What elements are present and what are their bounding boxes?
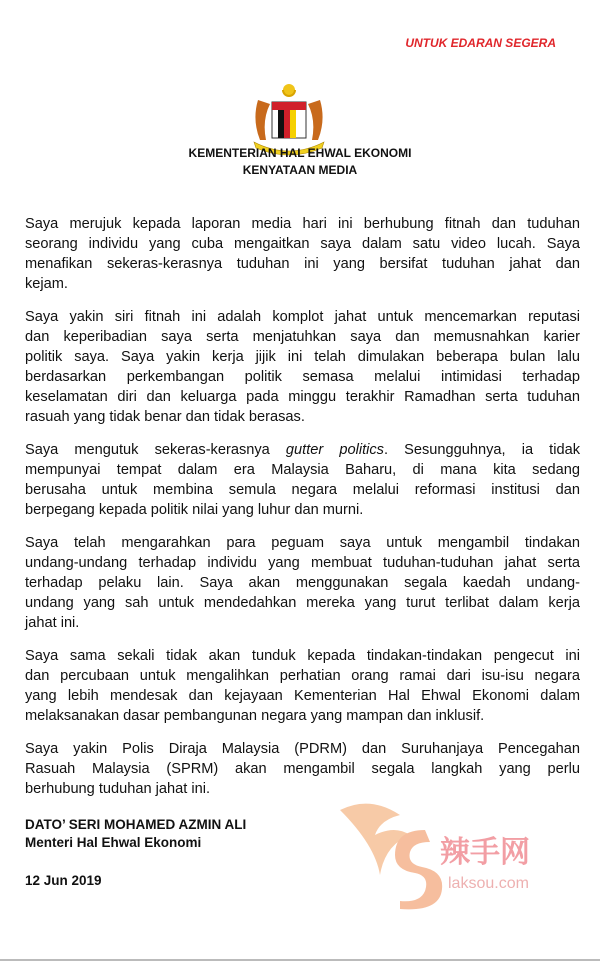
text-line: terhadap pelaku lain. Saya akan menggunakan segala kaedah undang- xyxy=(25,575,580,591)
text-line: mempunyai tempat dalam era Malaysia Baharu, di mana kita sedang xyxy=(25,462,580,478)
text-line: berhubung tuduhan jahat ini. xyxy=(25,781,211,797)
watermark-site: laksou.com xyxy=(448,875,529,892)
signatory-name: DATO’ SERI MOHAMED AZMIN ALI xyxy=(25,817,247,832)
text-line: undang yang sah untuk mendedahkan mereka yang turut terlibat dalam kerja xyxy=(25,595,580,611)
text-line: dan percubaan untuk mengalihkan perhatian orang ramai dari isu-isu negara xyxy=(25,668,580,684)
text-line: politik saya. Saya yakin kerja jijik ini telah dimulakan beberapa bulan lalu xyxy=(25,349,580,365)
text-line: menafikan sekeras-kerasnya tuduhan ini yang bersifat tuduhan jahat dan xyxy=(25,256,580,272)
text-line: keselamatan diri dan keluarga pada minggu terakhir Ramadhan serta tuduhan xyxy=(25,389,580,405)
statement-body xyxy=(25,214,580,812)
text-line: jahat ini. xyxy=(25,615,80,631)
text-line: Saya sama sekali tidak akan tunduk kepada tindakan-tindakan pengecut ini xyxy=(25,648,580,664)
text-line: yang lebih mendesak dan kejayaan Kementerian Hal Ehwal Ekonomi dalam xyxy=(25,688,580,704)
text-line: berdasarkan perkembangan politik semasa melalui intimidasi terhadap xyxy=(25,369,580,385)
text-line: seorang individu yang cuba mengaitkan saya dalam satu video lucah. Saya xyxy=(25,236,580,252)
watermark-logo xyxy=(330,790,560,910)
text-line: melaksanakan dasar pembangunan negara yang mampan dan inklusif. xyxy=(25,708,485,724)
text-line: rasuah yang tidak benar dan tidak berasas. xyxy=(25,409,305,425)
paragraph-4 xyxy=(25,533,580,633)
text-line: undang-undang terhadap individu yang membuat tuduhan-tuduhan jahat serta xyxy=(25,555,580,571)
text-segment: Saya mengutuk sekeras-kerasnya xyxy=(25,442,286,458)
text-line: Saya yakin Polis Diraja Malaysia (PDRM) dan Suruhanjaya Pencegahan xyxy=(25,741,580,757)
paragraph-1 xyxy=(25,214,580,294)
text-line: kejam. xyxy=(25,276,68,292)
distribution-stamp: UNTUK EDARAN SEGERA xyxy=(405,36,556,50)
text-line: berusaha untuk membina semula negara melalui reformasi institusi dan xyxy=(25,482,580,498)
text-line: Rasuah Malaysia (SPRM) akan mengambil segala langkah yang perlu xyxy=(25,761,580,777)
text-line xyxy=(25,440,580,460)
ministry-name: KEMENTERIAN HAL EHWAL EKONOMI xyxy=(188,146,412,160)
text-line: berpegang kepada politik nilai yang luhur dan murni. xyxy=(25,502,364,518)
italic-phrase: gutter politics xyxy=(285,442,384,458)
text-segment: . Sesungguhnya, ia tidak xyxy=(383,442,581,458)
text-line: Saya telah mengarahkan para peguam saya untuk mengambil tindakan xyxy=(25,535,580,551)
text-line: Saya merujuk kepada laporan media hari ini berhubung fitnah dan tuduhan xyxy=(25,216,580,232)
paragraph-2 xyxy=(25,307,580,427)
statement-date: 12 Jun 2019 xyxy=(25,873,102,888)
signatory-title: Menteri Hal Ehwal Ekonomi xyxy=(25,835,202,850)
text-line: Saya yakin siri fitnah ini adalah komplot jahat untuk mencemarkan reputasi xyxy=(25,309,580,325)
paragraph-5 xyxy=(25,646,580,726)
text-line: dan keperibadian saya serta menjatuhkan saya dan memusnahkan karier xyxy=(25,329,580,345)
document-type: KENYATAAN MEDIA xyxy=(242,163,358,177)
watermark-brand: 辣手网 xyxy=(440,835,530,870)
paragraph-3 xyxy=(25,440,580,520)
